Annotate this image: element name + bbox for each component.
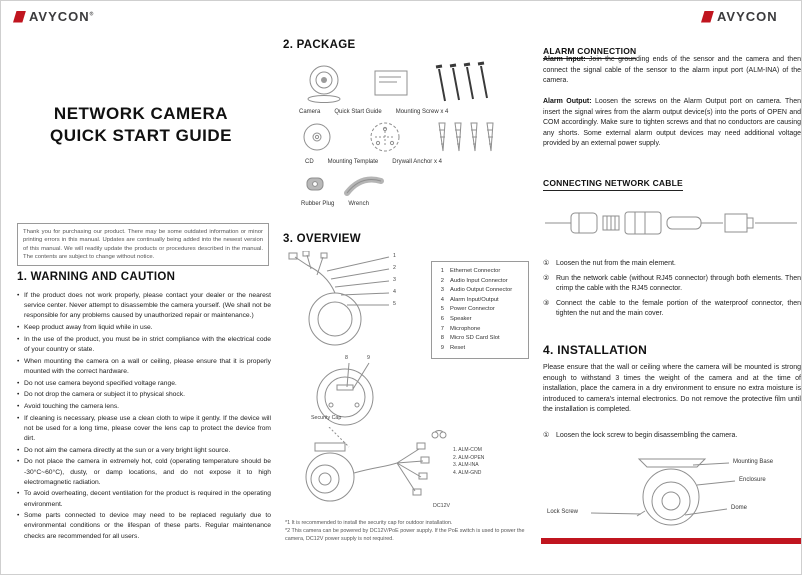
camera-illustration: [297, 61, 351, 105]
alarm-input-lead: Alarm Input:: [543, 56, 586, 63]
legend-item: 3 Audio Output Connector: [440, 287, 513, 294]
installation-steps: [543, 431, 801, 446]
alarm-connection-heading: ALARM CONNECTION: [543, 41, 636, 59]
title-line-1: NETWORK CAMERA: [53, 104, 229, 123]
warning-bullet: • Do not drop the camera or subject it to physical shock.: [17, 390, 271, 400]
network-step-1: [543, 259, 801, 270]
enclosure-label: Enclosure: [739, 477, 766, 483]
waterproof-connector-illustration: [543, 191, 799, 253]
callout-9: 9: [367, 355, 370, 361]
cd-illustration: [301, 121, 333, 153]
dc12v-label: DC12V: [433, 503, 451, 509]
alarm-input-text: Join the grounding ends of the sensor and the camera and then connect the signal cable of the sensor to the alarm input port (ALM-INA) of the camera.: [543, 56, 801, 84]
network-cable-heading: CONNECTING NETWORK CABLE: [543, 173, 683, 191]
alarm-wire-labels: [453, 447, 484, 477]
caption-camera: Camera: [299, 109, 321, 115]
callout-2: 2: [393, 265, 396, 271]
network-cable-steps: [543, 259, 801, 324]
callout-4: 4: [393, 289, 396, 295]
lock-screw-label: Lock Screw: [547, 509, 579, 515]
brand-logo-right: [701, 9, 778, 24]
callout-5: 5: [393, 301, 396, 307]
package-caption-row-3: [301, 201, 369, 207]
package-section-title: 2. PACKAGE: [283, 39, 356, 51]
brand-logo-text: AVYCON: [717, 9, 778, 24]
network-step-2: [543, 274, 801, 295]
step-marker: ①: [543, 432, 550, 439]
drywall-anchors-illustration: [431, 117, 501, 157]
alarm-wire-label: 3. ALM-INA: [453, 462, 479, 468]
connector-legend: [431, 261, 529, 359]
installation-diagram: [543, 449, 802, 535]
quick-start-guide-illustration: [371, 67, 413, 99]
package-caption-row-2: [305, 159, 442, 165]
warning-bullet: • Do not place the camera in extremely hot, cold (operating temperature should be -30°C~60°C), dusty, or damp locations, and do not expose it to high electromagnetic radiation.: [17, 457, 271, 488]
caption-quick-start-guide: Quick Start Guide: [334, 109, 382, 115]
legend-item: 9 Reset: [440, 344, 466, 351]
mounting-base-label: Mounting Base: [733, 459, 774, 465]
camera-pigtail-illustration: [289, 427, 449, 515]
warning-bullet-list: [17, 291, 271, 543]
step-text: Loosen the lock screw to begin disassembling the camera.: [556, 432, 738, 439]
mounting-screws-illustration: [431, 59, 497, 107]
brand-logo-left: [13, 9, 94, 24]
alarm-wire-label: 1. ALM-COM: [453, 447, 482, 453]
warning-bullet: • Do not use camera beyond specified voltage range.: [17, 379, 271, 389]
warning-bullet: • Do not aim the camera directly at the sun or a very bright light source.: [17, 446, 271, 456]
alarm-output-lead: Alarm Output:: [543, 98, 592, 105]
caption-rubber-plug: Rubber Plug: [301, 201, 335, 207]
warning-bullet: • Avoid touching the camera lens.: [17, 402, 271, 412]
alarm-output-paragraph: [543, 97, 801, 150]
wrench-illustration: [341, 169, 387, 199]
rubber-plug-illustration: [303, 173, 329, 195]
legend-item: 4 Alarm Input/Output: [440, 296, 499, 303]
alarm-output-text: Loosen the screws on the Alarm Output port on camera. Then insert the signal wires from the alarm output device(s) into the ports of OPEN and COM accordingly. Make sure to tighten screws and that no conductors are causing any shorts. Some external alarm output devices may need additional voltage provided by an external power supply.: [543, 98, 801, 147]
caption-mounting-screw: Mounting Screw x 4: [395, 109, 449, 115]
security-cap-label: Security Cap: [311, 415, 342, 421]
installation-intro: Please ensure that the wall or ceiling where the camera will be mounted is strong enough to withstand 3 times the weight of the camera and at the time of installation, place the camera in a dry environment to ensure no extra moisture is introduced to camera's internal electronics. Do not remove the protective film until the installation is completed.: [543, 364, 801, 413]
step-marker: ③: [543, 299, 550, 307]
mounting-template-illustration: [367, 119, 403, 155]
brand-flag-icon: [701, 11, 714, 23]
warning-bullet: • If cleaning is necessary, please use a clean cloth to wipe it gently. If the device will not be used for a long time, please cover the lens cap to protect the device from dirt.: [17, 414, 271, 445]
alarm-wire-label: 4. ALM-GND: [453, 469, 482, 476]
warning-bullet: • If the product does not work properly, please contact your dealer or the nearest service center. Never attempt to disassemble the camera yourself. (We shall not be responsible for any problems caused by unauthorized repair or maintenance.): [17, 291, 271, 322]
dome-label: Dome: [731, 505, 748, 511]
document-title: [15, 103, 267, 147]
caption-drywall-anchor: Drywall Anchor x 4: [392, 159, 442, 165]
legend-item: 6 Speaker: [440, 315, 472, 322]
legend-item: 8 Micro SD Card Slot: [440, 335, 500, 342]
package-caption-row-1: [299, 109, 448, 115]
step-text: Connect the cable to the female portion of the waterproof connector, then tighten the nut and the main cover.: [556, 299, 801, 317]
callout-3: 3: [393, 277, 396, 283]
camera-cables-illustration: [283, 251, 423, 351]
brand-logo-text: AVYCON®: [29, 9, 95, 24]
purchase-note: Thank you for purchasing our product. There may be some outdated information or minor printing errors in this manual. Updates are continually being added into the newest version of this manual. We will readily update the products or procedures described in the manual. The contents are subject to change without notice.: [17, 223, 269, 266]
overview-footnotes: [285, 519, 537, 543]
overview-diagrams: [283, 251, 528, 517]
alarm-wire-label: 2. ALM-OPEN: [453, 454, 485, 461]
step-marker: ②: [543, 274, 550, 282]
callout-8: 8: [345, 355, 348, 361]
warning-bullet: • When mounting the camera on a wall or ceiling, please ensure that it is properly mounted with the correct hardware.: [17, 357, 271, 377]
step-marker: ①: [543, 260, 550, 267]
warning-bullet: • Keep product away from liquid while in use.: [17, 323, 271, 333]
warning-bullet: • To avoid overheating, decent ventilation for the product is required in the operating environment.: [17, 489, 271, 509]
step-text: Loosen the nut from the main element.: [556, 260, 676, 267]
caption-cd: CD: [305, 159, 314, 165]
network-step-3: [543, 299, 801, 320]
installation-section-title: 4. INSTALLATION: [543, 343, 648, 357]
legend-item: 5 Power Connector: [440, 306, 495, 313]
package-contents: [283, 59, 525, 231]
legend-item: 2 Audio Input Connector: [440, 277, 508, 284]
legend-item: 7 Microphone: [440, 325, 481, 332]
registered-mark: ®: [89, 11, 95, 18]
brand-flag-icon: [13, 11, 26, 23]
footnote-2: *2 This camera can be powered by DC12V/PoE power supply. If the PoE switch is used to power the camera, DC12V power supply is not required.: [285, 528, 525, 543]
warning-bullet: • In the use of the product, you must be in strict compliance with the electrical code of your country or state.: [17, 335, 271, 355]
warning-section-title: 1. WARNING AND CAUTION: [17, 271, 176, 283]
legend-item: 1 Ethernet Connector: [440, 268, 501, 274]
caption-mounting-template: Mounting Template: [327, 159, 379, 165]
alarm-input-paragraph: [543, 55, 801, 87]
overview-section-title: 3. OVERVIEW: [283, 233, 361, 245]
installation-step-1: [543, 431, 801, 442]
callout-1: 1: [393, 253, 396, 259]
caption-wrench: Wrench: [348, 201, 369, 207]
footer-accent-bar: [541, 538, 802, 544]
footnote-1: *1 It is recommended to install the security cap for outdoor installation.: [285, 520, 453, 526]
title-line-2: QUICK START GUIDE: [50, 126, 232, 146]
warning-bullet: • Some parts connected to device may need to be replaced regularly due to environmental conditions or the lifespan of these parts. Regular maintenance checks are recommended for all users.: [17, 511, 271, 542]
step-text: Run the network cable (without RJ45 connector) through both elements. Then crimp the cable with the RJ45 connector.: [556, 274, 801, 292]
